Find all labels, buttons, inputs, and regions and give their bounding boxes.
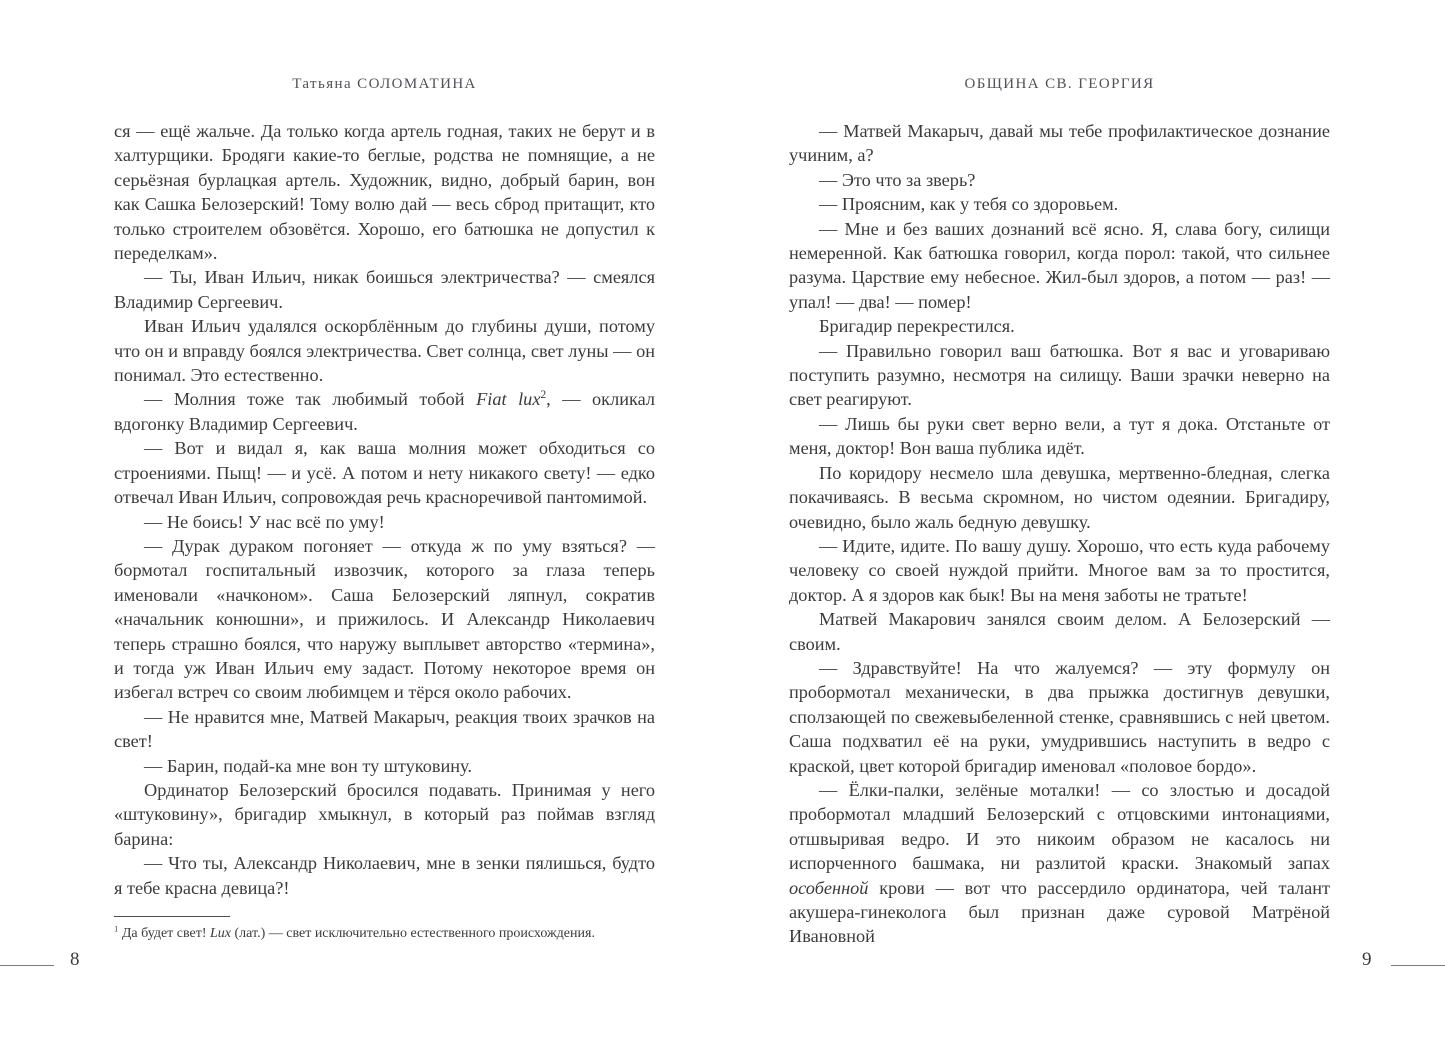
paragraph (789, 192, 1330, 216)
paragraph (789, 339, 1330, 412)
text-run: (лат.) — свет исключительно естественного происхождения. (231, 926, 595, 941)
footnote-text (114, 925, 655, 944)
paragraph (789, 217, 1330, 315)
text-run: — Не боись! У нас всё по уму! (144, 511, 385, 532)
text-run: особенной (789, 877, 869, 898)
paragraph (789, 412, 1330, 461)
text-run: — Дурак дураком погоняет — откуда ж по уму взяться? — бормотал госпитальный извозчик, которого за глаза теперь именовали «начконом». Саша Белозерский ляпнул, сократив «начальник конюшни», и прижилось. И Александр Николаевич теперь страшно боялся, что наружу выплывет авторство «термина», и тогда уж Иван Ильич ему задаст. Потому некоторое время он избегал встреч со своим любимцем и тёрся около рабочих. (114, 535, 655, 703)
running-header-title: ОБЩИНА СВ. ГЕОРГИЯ (964, 76, 1155, 92)
text-run: Ординатор Белозерский бросился подавать. Принимая у него «штуковину», бригадир хмыкнул, в который раз поймав взгляд барина: (114, 779, 655, 849)
footnote (114, 916, 655, 944)
paragraph (789, 607, 1330, 656)
paragraph (789, 461, 1330, 534)
text-run: Бригадир перекрестился. (819, 316, 1015, 337)
paragraph (114, 436, 655, 509)
page-right (789, 76, 1330, 949)
text-run: Lux (210, 926, 232, 941)
paragraph (789, 534, 1330, 607)
text-run: — Проясним, как у тебя со здоровьем. (819, 194, 1119, 215)
text-run: — Здравствуйте! На что жалуемся? — эту формулу он пробормотал механически, в два прыжка достигнув девушки, сползающей по свежевыбеленной стенке, сравнявшись с ней цветом. Саша подхватил её на руки, умудрившись наступить в ведро с краской, цвет которой бригадир именовал «половое бордо». (789, 657, 1330, 776)
text-run: — Ты, Иван Ильич, никак боишься электричества? — смеялся Владимир Сергеевич. (114, 267, 655, 312)
paragraph (114, 265, 655, 314)
paragraph (114, 534, 655, 705)
text-run: , — окликал вдогонку Владимир Сергеевич. (114, 389, 655, 434)
paragraph (114, 778, 655, 851)
text-run: — Вот и видал я, как ваша молния может обходиться со строениями. Пыщ! — и усё. А потом и нету никакого свету! — едко отвечал Иван Ильич, сопровождая речь красноречивой пантомимой. (114, 438, 655, 508)
text-run: — Ёлки-палки, зелёные моталки! — со злостью и досадой пробормотал младший Белозерский с отцовскими интонациями, отшвыривая ведро. И это никоим образом не касалось ни испорченного башмака, ни разлитой краски. Знакомый запах (789, 779, 1330, 874)
text-run: — Не нравится мне, Матвей Макарыч, реакция твоих зрачков на свет! (114, 706, 655, 752)
running-header-author: Татьяна СОЛОМАТИНА (292, 76, 477, 92)
paragraph (789, 168, 1330, 192)
paragraph (789, 656, 1330, 778)
page-left (114, 76, 655, 944)
text-column-right (789, 119, 1330, 949)
text-run: Да будет свет! (118, 926, 211, 941)
text-run: — Барин, подай-ка мне вон ту штуковину. (144, 755, 472, 776)
footnote-separator (114, 916, 230, 917)
text-run: крови — вот что рассердило ординатора, чей талант акушера-гинеколога был признан даже суровой Матрёной Ивановной (789, 877, 1330, 947)
text-run: 1 (114, 923, 119, 934)
page-number-left: 8 (70, 949, 80, 970)
text-run: 2 (540, 389, 547, 402)
text-column-left (114, 119, 655, 900)
text-run: — Лишь бы руки свет верно вели, а тут я дока. Отстаньте от меня, доктор! Вон ваша публика идёт. (789, 413, 1330, 459)
text-run: — Мне и без ваших дознаний всё ясно. Я, слава богу, силищи немеренной. Как батюшка говорил, когда порол: такой, что сильнее разума. Царствие ему небесное. Жил-был здоров, а потом — раз! — упал! — два! — помер! (789, 218, 1330, 312)
paragraph (114, 705, 655, 754)
text-run: ся — ещё жальче. Да только когда артель годная, таких не берут и в халтурщики. Бродяги какие-то беглые, родства не помнящие, а не серьёзная бурлацкая артель. Художник, видно, добрый барин, вон как Сашка Белозерский! Тому волю дай — весь сброд притащит, кто только строителем обзовётся. Хорошо, его батюшка не допустил к переделкам». (114, 121, 655, 264)
paragraph (114, 119, 655, 265)
paragraph (114, 314, 655, 387)
text-run: Иван Ильич удалялся оскорблённым до глубины души, потому что он и вправду боялся электричества. Свет солнца, свет луны — он понимал. Это естественно. (114, 316, 655, 386)
paragraph (789, 314, 1330, 338)
paragraph (789, 778, 1330, 949)
text-run: — Молния тоже так любимый тобой (144, 389, 477, 410)
paragraph (114, 754, 655, 778)
text-run: Матвей Макарович занялся своим делом. А Белозерский — своим. (789, 609, 1330, 654)
text-run: Fiat lux (476, 389, 541, 410)
page-edge-rule-right (1391, 965, 1445, 966)
text-run: — Матвей Макарыч, давай мы тебе профилактическое дознание учиним, а? (789, 121, 1330, 166)
paragraph (114, 510, 655, 534)
text-run: — Это что за зверь? (819, 169, 976, 190)
page-number-right: 9 (1362, 949, 1372, 970)
page-edge-rule-left (0, 965, 54, 966)
text-run: — Правильно говорил ваш батюшка. Вот я вас и уговариваю поступить разумно, несмотря на силищу. Ваши зрачки неверно на свет реагируют. (789, 340, 1330, 410)
text-run: По коридору несмело шла девушка, мертвенно-бледная, слегка покачиваясь. В весьма скромном, но чистом одеянии. Бригадиру, очевидно, было жаль бедную девушку. (789, 462, 1330, 532)
text-run: — Идите, идите. По вашу душу. Хорошо, что есть куда рабочему человеку со своей нуждой прийти. Многое вам за то простится, доктор. А я здоров как бык! Вы на меня заботы не тратьте! (789, 535, 1330, 605)
paragraph (114, 851, 655, 900)
paragraph (114, 387, 655, 436)
text-run: — Что ты, Александр Николаевич, мне в зенки пялишься, будто я тебе красна девица?! (114, 853, 655, 898)
paragraph (789, 119, 1330, 168)
